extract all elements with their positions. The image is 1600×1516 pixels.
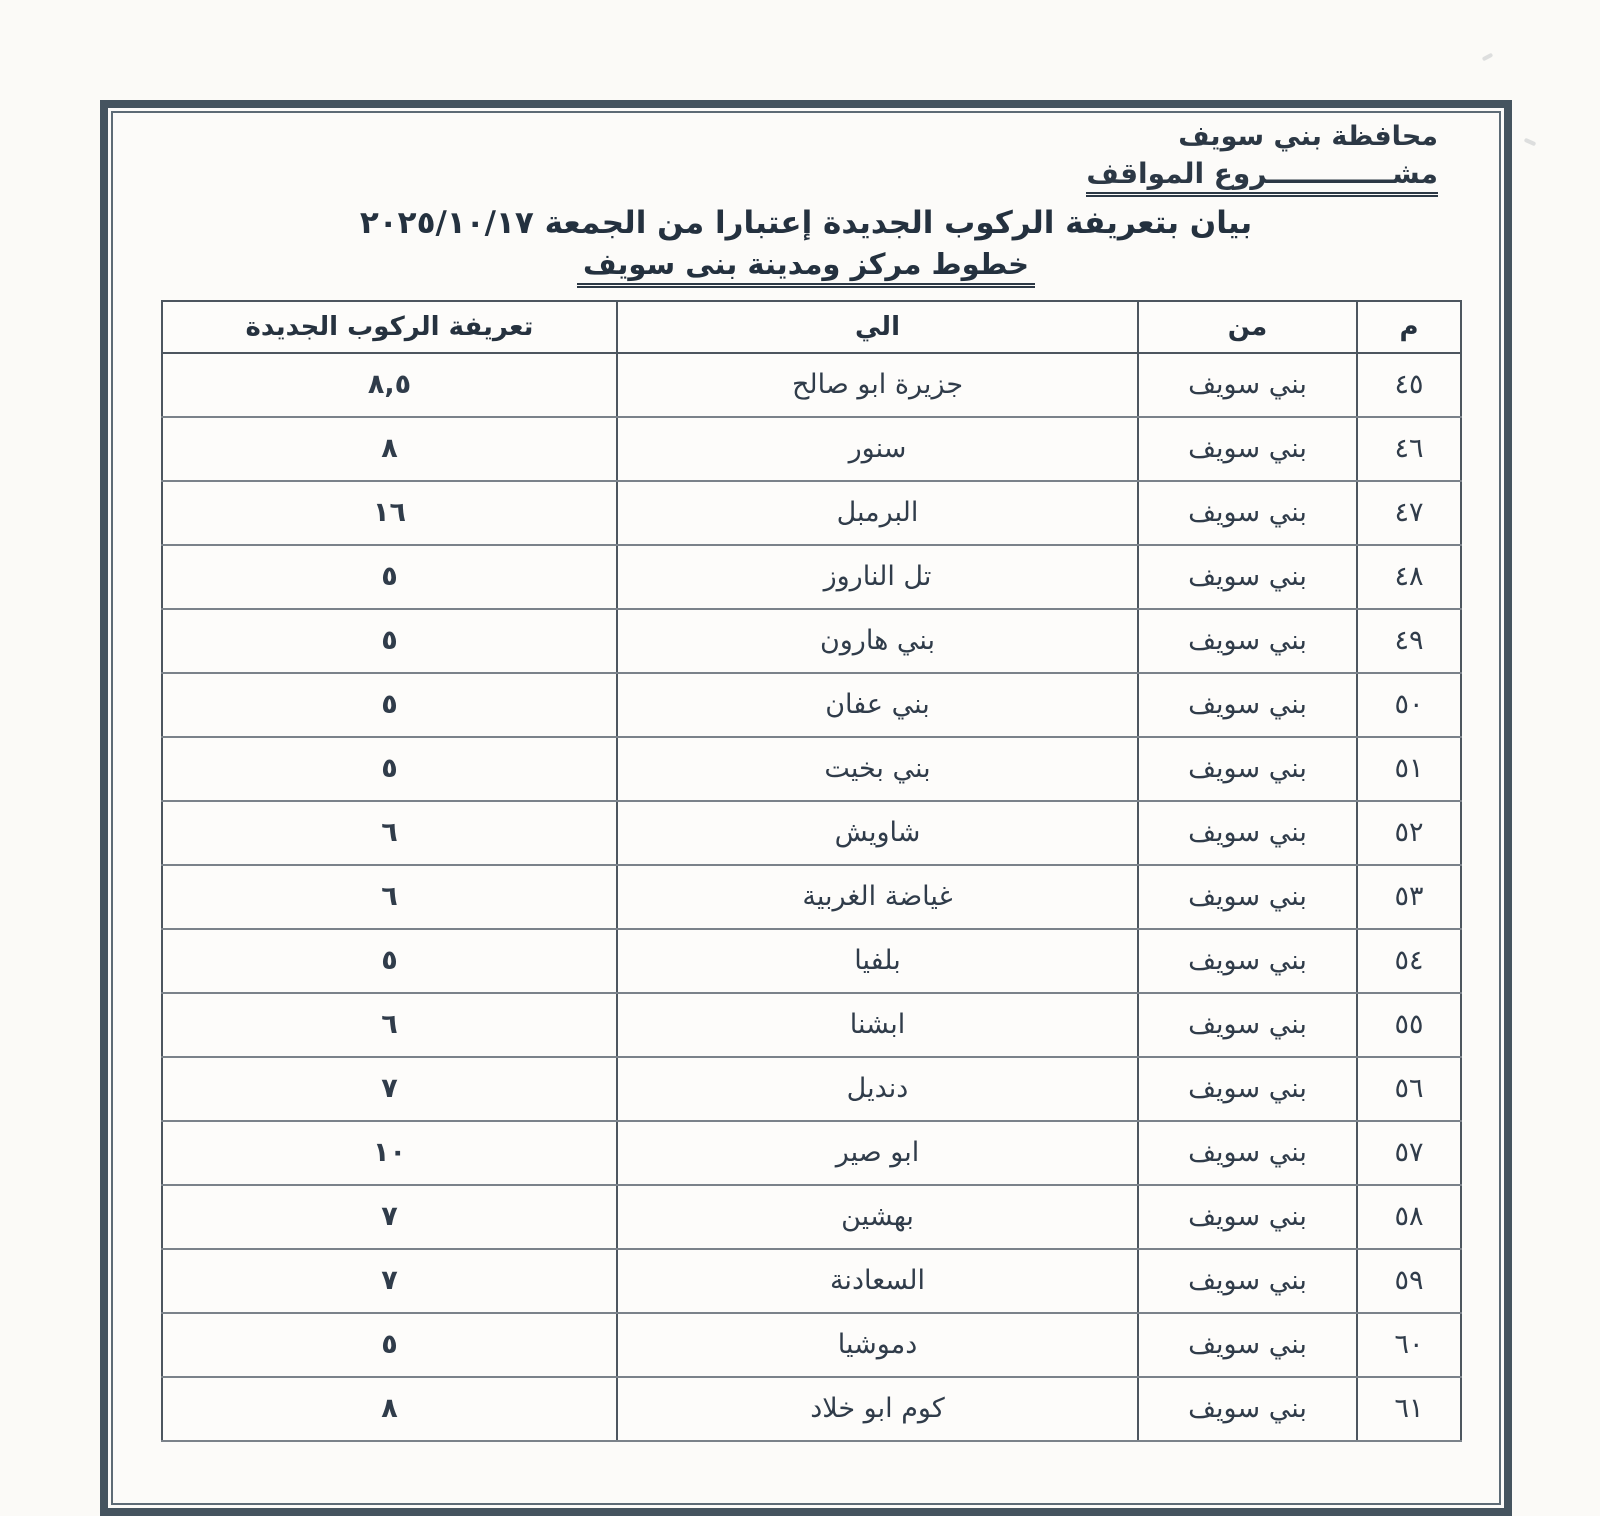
row-number-cell: ٥٠ <box>1357 673 1461 737</box>
row-number-cell: ٥٤ <box>1357 929 1461 993</box>
fare-table <box>161 300 1462 1442</box>
row-number-cell: ٤٧ <box>1357 481 1461 545</box>
destination-cell: تل الناروز <box>617 545 1138 609</box>
origin-cell: بني سويف <box>1138 1057 1357 1121</box>
fare-cell: ٨,٥ <box>162 353 617 417</box>
fare-cell: ٦ <box>162 993 617 1057</box>
origin-cell: بني سويف <box>1138 417 1357 481</box>
table-row <box>162 1249 1461 1313</box>
table-row <box>162 545 1461 609</box>
origin-cell: بني سويف <box>1138 929 1357 993</box>
fare-cell: ٧ <box>162 1057 617 1121</box>
table-row <box>162 1313 1461 1377</box>
fare-cell: ٥ <box>162 673 617 737</box>
destination-cell: كوم ابو خلاد <box>617 1377 1138 1441</box>
destination-cell: بني عفان <box>617 673 1138 737</box>
row-number-cell: ٤٥ <box>1357 353 1461 417</box>
table-row <box>162 417 1461 481</box>
destination-cell: بني هارون <box>617 609 1138 673</box>
row-number-cell: ٥٢ <box>1357 801 1461 865</box>
origin-cell: بني سويف <box>1138 993 1357 1057</box>
destination-cell: ابو صير <box>617 1121 1138 1185</box>
origin-cell: بني سويف <box>1138 353 1357 417</box>
document-title: بيان بتعريفة الركوب الجديدة إعتبارا من الجمعة ٢٠٢٥/١٠/١٧ <box>359 204 1253 241</box>
row-number-cell: ٥٥ <box>1357 993 1461 1057</box>
row-number-cell: ٥٩ <box>1357 1249 1461 1313</box>
row-number-cell: ٥٨ <box>1357 1185 1461 1249</box>
origin-cell: بني سويف <box>1138 1121 1357 1185</box>
row-number-cell: ٥٧ <box>1357 1121 1461 1185</box>
fare-cell: ١٠ <box>162 1121 617 1185</box>
document-subtitle: خطوط مركز ومدينة بنى سويف <box>577 247 1035 288</box>
scan-artifact-mark <box>1524 138 1537 147</box>
destination-cell: دنديل <box>617 1057 1138 1121</box>
table-row <box>162 993 1461 1057</box>
header-to: الي <box>617 301 1138 353</box>
origin-cell: بني سويف <box>1138 865 1357 929</box>
table-row <box>162 929 1461 993</box>
table-row <box>162 609 1461 673</box>
fare-table-header <box>162 301 1461 353</box>
fare-cell: ٥ <box>162 609 617 673</box>
origin-cell: بني سويف <box>1138 801 1357 865</box>
document-header <box>108 108 1504 197</box>
page-border-frame <box>100 100 1512 1516</box>
document-subtitle-wrap <box>108 247 1504 288</box>
table-row <box>162 1057 1461 1121</box>
fare-cell: ٦ <box>162 865 617 929</box>
destination-cell: غياضة الغربية <box>617 865 1138 929</box>
fare-cell: ٥ <box>162 929 617 993</box>
origin-cell: بني سويف <box>1138 737 1357 801</box>
row-number-cell: ٤٨ <box>1357 545 1461 609</box>
destination-cell: بهشين <box>617 1185 1138 1249</box>
row-number-cell: ٥١ <box>1357 737 1461 801</box>
row-number-cell: ٤٦ <box>1357 417 1461 481</box>
origin-cell: بني سويف <box>1138 1313 1357 1377</box>
origin-cell: بني سويف <box>1138 673 1357 737</box>
row-number-cell: ٦١ <box>1357 1377 1461 1441</box>
origin-cell: بني سويف <box>1138 1249 1357 1313</box>
origin-cell: بني سويف <box>1138 545 1357 609</box>
scan-artifact-mark <box>1482 53 1494 62</box>
header-fare: تعريفة الركوب الجديدة <box>162 301 617 353</box>
destination-cell: ابشنا <box>617 993 1138 1057</box>
fare-cell: ٨ <box>162 1377 617 1441</box>
header-no: م <box>1357 301 1461 353</box>
fare-cell: ٥ <box>162 1313 617 1377</box>
fare-table-body <box>162 353 1461 1441</box>
table-row <box>162 1377 1461 1441</box>
table-row <box>162 353 1461 417</box>
destination-cell: سنور <box>617 417 1138 481</box>
row-number-cell: ٥٣ <box>1357 865 1461 929</box>
table-row <box>162 737 1461 801</box>
destination-cell: دموشيا <box>617 1313 1138 1377</box>
table-row <box>162 865 1461 929</box>
destination-cell: بلفيا <box>617 929 1138 993</box>
destination-cell: البرمبل <box>617 481 1138 545</box>
origin-cell: بني سويف <box>1138 609 1357 673</box>
row-number-cell: ٦٠ <box>1357 1313 1461 1377</box>
fare-cell: ٦ <box>162 801 617 865</box>
fare-cell: ١٦ <box>162 481 617 545</box>
governorate-title: محافظة بني سويف <box>1178 121 1438 152</box>
row-number-cell: ٤٩ <box>1357 609 1461 673</box>
fare-cell: ٥ <box>162 737 617 801</box>
project-title: مشـــــــــــــروع المواقف <box>1086 156 1438 197</box>
table-row <box>162 1185 1461 1249</box>
origin-cell: بني سويف <box>1138 1185 1357 1249</box>
table-row <box>162 801 1461 865</box>
table-row <box>162 1121 1461 1185</box>
fare-cell: ٥ <box>162 545 617 609</box>
destination-cell: شاويش <box>617 801 1138 865</box>
table-row <box>162 481 1461 545</box>
destination-cell: بني بخيت <box>617 737 1138 801</box>
header-from: من <box>1138 301 1357 353</box>
fare-cell: ٧ <box>162 1249 617 1313</box>
destination-cell: السعادنة <box>617 1249 1138 1313</box>
fare-cell: ٨ <box>162 417 617 481</box>
table-row <box>162 673 1461 737</box>
destination-cell: جزيرة ابو صالح <box>617 353 1138 417</box>
fare-cell: ٧ <box>162 1185 617 1249</box>
row-number-cell: ٥٦ <box>1357 1057 1461 1121</box>
origin-cell: بني سويف <box>1138 1377 1357 1441</box>
origin-cell: بني سويف <box>1138 481 1357 545</box>
